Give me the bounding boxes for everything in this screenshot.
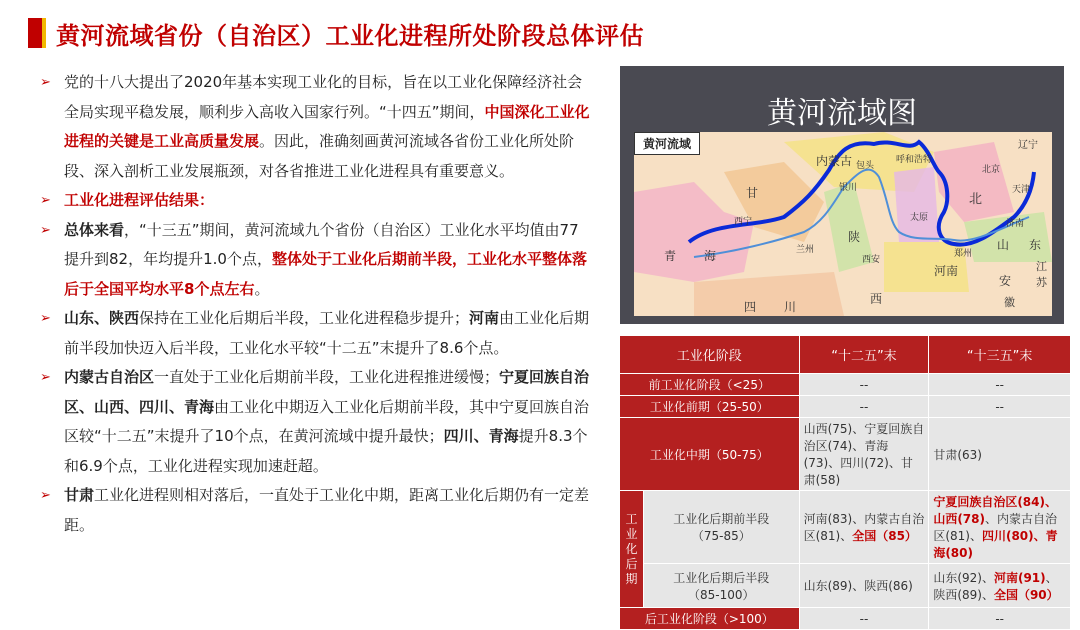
row-label-pre: 前工业化阶段（<25） bbox=[620, 374, 800, 396]
bullet-2: ➢ 工业化进程评估结果： bbox=[40, 186, 592, 216]
map-place-an: 安 bbox=[999, 274, 1012, 288]
map-place-hebei: 北 bbox=[969, 192, 983, 207]
table-cell: -- bbox=[799, 374, 929, 396]
map-place-shan1: 陕 bbox=[848, 230, 861, 244]
row-label-late1-name: 工业化后期前半段 bbox=[673, 512, 770, 526]
industrialization-stage-table bbox=[619, 335, 1071, 630]
row-label-late2-name: 工业化后期后半段 bbox=[673, 570, 770, 585]
row-label-early: 工业化前期（25-50） bbox=[620, 396, 800, 418]
bullet-6: ➢ 甘肃工业化进程则相对落后，一直处于工业化中期，距离工业化后期仍有一定差距。 bbox=[40, 481, 592, 540]
map-place-yinchuan: 银川 bbox=[839, 183, 858, 193]
row-label-mid: 工业化中期（50-75） bbox=[620, 418, 800, 491]
map-place-jinan: 济南 bbox=[1006, 219, 1025, 229]
map-place-xian: 西安 bbox=[862, 255, 881, 265]
table-row bbox=[620, 491, 1071, 564]
map-place-liaoning: 辽宁 bbox=[1018, 140, 1038, 151]
table-row bbox=[620, 608, 1071, 630]
table-cell: 山东(89)、陕西(86) bbox=[799, 564, 929, 608]
title-accent bbox=[28, 18, 42, 48]
map-place-zhengzhou: 郑州 bbox=[954, 249, 973, 259]
row-label-late2-range: （85-100） bbox=[688, 587, 755, 602]
table-header-13th: “十三五”末 bbox=[929, 336, 1071, 374]
arrow-bullet-icon: ➢ bbox=[40, 193, 51, 208]
map-place-hai: 海 bbox=[704, 249, 717, 263]
row-label-late1 bbox=[643, 491, 799, 564]
map-panel bbox=[620, 66, 1064, 324]
map-place-beijing: 北京 bbox=[982, 165, 1001, 175]
table-cell: -- bbox=[799, 396, 929, 418]
table-header-12th: “十二五”末 bbox=[799, 336, 929, 374]
map-place-su: 苏 bbox=[1036, 276, 1047, 289]
row-label-late2 bbox=[643, 564, 799, 608]
table-row bbox=[620, 418, 1071, 491]
map-region-shanxi bbox=[894, 167, 939, 242]
row-label-post: 后工业化阶段（>100） bbox=[620, 608, 800, 630]
table-row bbox=[620, 374, 1071, 396]
map-place-hohhot: 呼和浩特 bbox=[896, 155, 933, 165]
map-place-henan: 河南 bbox=[934, 264, 959, 278]
map-place-xi1: 西 bbox=[870, 292, 883, 306]
yellow-river-map bbox=[634, 132, 1052, 316]
map-place-hui: 徽 bbox=[1004, 296, 1015, 309]
map-place-gan: 甘 bbox=[746, 186, 759, 200]
table-cell: 甘肃(63) bbox=[929, 418, 1071, 491]
map-place-baotou: 包头 bbox=[856, 161, 875, 171]
table-cell: 河南(83)、内蒙古自治区(81)、全国（85） bbox=[799, 491, 929, 564]
arrow-bullet-icon: ➢ bbox=[40, 488, 51, 503]
map-place-neimenggu: 内蒙古 bbox=[816, 154, 853, 168]
map-place-xining: 西宁 bbox=[734, 217, 753, 227]
table-cell: 山东(92)、河南(91)、陕西(89)、全国（90） bbox=[929, 564, 1071, 608]
arrow-bullet-icon: ➢ bbox=[40, 370, 51, 385]
title-bar bbox=[0, 14, 1080, 52]
map-place-qing: 青 bbox=[664, 249, 677, 263]
map-place-shan2: 山 bbox=[997, 238, 1010, 252]
table-header-row bbox=[620, 336, 1071, 374]
map-place-si: 四 bbox=[744, 300, 757, 314]
table-header-stage: 工业化阶段 bbox=[620, 336, 800, 374]
row-label-late-group: 工业化后期 bbox=[620, 491, 644, 608]
map-place-lanzhou: 兰州 bbox=[796, 245, 815, 255]
table-cell: -- bbox=[929, 608, 1071, 630]
map-place-tianjin: 天津 bbox=[1012, 185, 1031, 195]
table-cell: 宁夏回族自治区(84)、山西(78)、内蒙古自治区(81)、四川(80)、青海(80) bbox=[929, 491, 1071, 564]
table-row bbox=[620, 564, 1071, 608]
map-place-dong: 东 bbox=[1029, 238, 1042, 252]
map-place-taiyuan: 太原 bbox=[910, 213, 929, 223]
table-cell: 山西(75)、宁夏回族自治区(74)、青海(73)、四川(72)、甘肃(58) bbox=[799, 418, 929, 491]
title-accent-yellow bbox=[42, 18, 46, 48]
table-row bbox=[620, 396, 1071, 418]
map-legend-label: 黄河流域 bbox=[634, 132, 700, 155]
page-title: 黄河流域省份（自治区）工业化进程所处阶段总体评估 bbox=[56, 22, 644, 50]
map-place-chuan: 川 bbox=[784, 300, 797, 314]
map-place-jiang: 江 bbox=[1036, 260, 1047, 273]
map-title: 黄河流域图 bbox=[767, 96, 917, 131]
arrow-bullet-icon: ➢ bbox=[40, 222, 51, 238]
row-label-late1-range: （75-85） bbox=[691, 529, 751, 543]
bullet-5: ➢ 内蒙古自治区一直处于工业化后期前半段，工业化进程推进缓慢；宁夏回族自治区、山西、四川、青海由工业化中期迈入工业化后期前半段，其中宁夏回族自治区较“十二五”末提升了10个点，在黄河流域中提升最快；四川、青海提升8.3个和6.9个点，工业化进程实现加速赶超。 bbox=[40, 363, 592, 481]
arrow-bullet-icon: ➢ bbox=[40, 75, 51, 90]
table-cell: -- bbox=[799, 608, 929, 630]
bullet-4: ➢ 山东、陕西保持在工业化后期后半段，工业化进程稳步提升；河南由工业化后期前半段加快迈入后半段，工业化水平较“十二五”末提升了8.6个点。 bbox=[40, 304, 592, 363]
bullet-3: ➢ 总体来看，“十三五”期间，黄河流域九个省份（自治区）工业化水平均值由77提升到82，年均提升1.0个点，整体处于工业化后期前半段，工业化水平整体落后于全国平均水平8个点左右。 bbox=[40, 216, 592, 305]
table-cell: -- bbox=[929, 374, 1071, 396]
bullet-1: ➢ 党的十八大提出了2020年基本实现工业化的目标，旨在以工业化保障经济社会全局实现平稳发展，顺利步入高收入国家行列。“十四五”期间，中国深化工业化进程的关键是工业高质量发展。因此，准确刻画黄河流域各省份工业化所处阶段、深入剖析工业发展瓶颈，对各省推进工业化进程具有重要意义。 bbox=[40, 68, 592, 186]
arrow-bullet-icon: ➢ bbox=[40, 311, 51, 326]
content-text bbox=[40, 68, 592, 540]
table-cell: -- bbox=[929, 396, 1071, 418]
